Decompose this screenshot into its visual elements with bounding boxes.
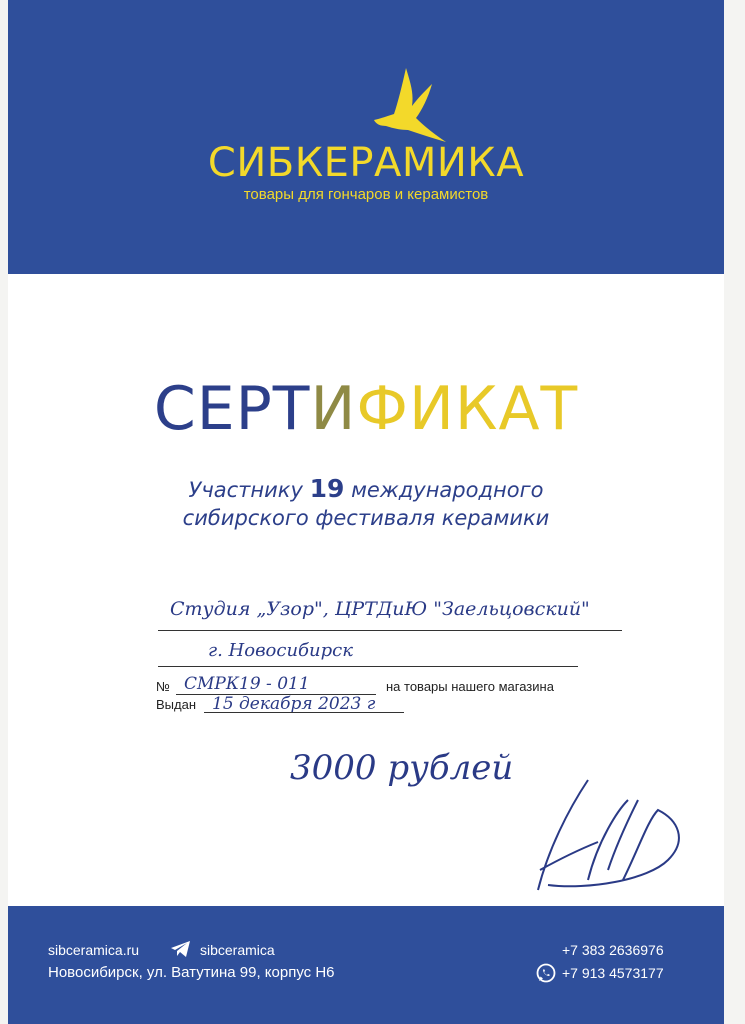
brand-tagline: товары для гончаров и керамистов [243, 186, 489, 203]
telegram-icon [170, 940, 192, 958]
amount-value: 3000 рублей [290, 748, 514, 788]
certificate-sheet [8, 0, 724, 1024]
phone-1[interactable]: +7 383 2636976 [562, 942, 664, 958]
website-link[interactable]: sibceramica.ru [48, 942, 140, 958]
number-suffix: на товары нашего магазина [386, 679, 554, 694]
recipient-line-1: Студия „Узор", ЦРТДиЮ "Заельцовский" [170, 598, 590, 620]
brand-name: СИБКЕРАМИКА [207, 140, 525, 186]
issued-underline [204, 712, 404, 713]
title-part-1: СЕРТ [153, 374, 311, 444]
whatsapp-icon [536, 963, 556, 983]
subtitle-line-2: сибирского фестиваля керамики [182, 506, 550, 530]
header-band [8, 0, 724, 274]
telegram-handle[interactable]: sibceramica [200, 942, 275, 958]
recipient-line-2: г. Новосибирск [208, 640, 353, 661]
festival-number: 19 [309, 474, 345, 503]
number-label: № [156, 679, 170, 694]
title-part-3: ФИКАТ [356, 374, 579, 444]
subtitle-line-1 [8, 474, 724, 503]
issued-label: Выдан [156, 697, 197, 712]
issued-value: 15 декабря 2023 г [212, 694, 376, 714]
bird-icon [366, 62, 452, 148]
phone-2[interactable]: +7 913 4573177 [562, 965, 664, 981]
subtitle-b: международного [351, 478, 544, 502]
subtitle-a: Участнику [188, 478, 303, 502]
number-value: СМРК19 - 011 [184, 674, 310, 694]
footer-address: Новосибирск, ул. Ватутина 99, корпус Н6 [48, 964, 335, 981]
signature [528, 770, 708, 900]
title-part-2: И [310, 374, 357, 444]
recipient-underline-1 [158, 630, 622, 631]
certificate-title [8, 374, 724, 444]
footer-band [8, 906, 724, 1024]
recipient-underline-2 [158, 666, 578, 667]
